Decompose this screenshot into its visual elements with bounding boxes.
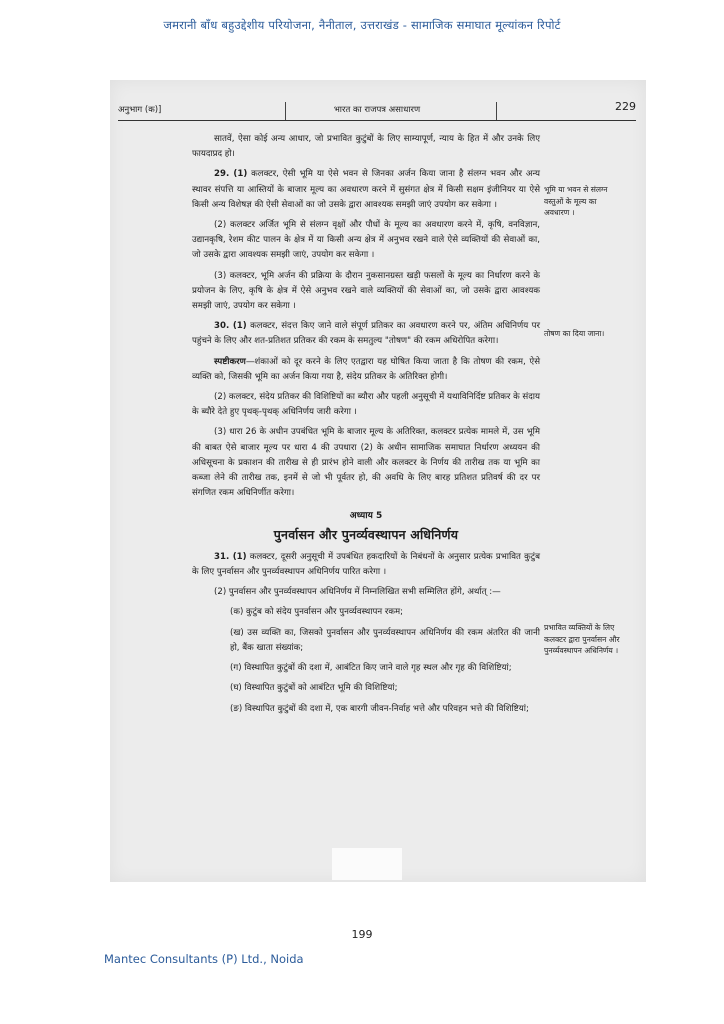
section-30-1: 30. (1) कलक्टर, संदत्त किए जाने वाले संपूर्ण प्रतिकर का अवधारण करने पर, अंतिम अधिनिर्णय पर पहुंचने के लिए और शत-प्रतिशत प्रतिकर की रकम के समतुल्य "तोषण" की रकम अधिरोपित करेगा। <box>192 321 540 347</box>
margin-note: तोषण का दिया जाना। <box>544 329 605 338</box>
gazette-page-number: 229 <box>615 100 636 113</box>
header-divider-left <box>285 102 286 120</box>
header-divider-right <box>496 102 497 120</box>
chapter-title: पुनर्वासन और पुनर्व्यवस्थापन अधिनिर्णय <box>273 526 459 542</box>
page-number: 199 <box>351 928 373 941</box>
section-30-3: (3) धारा 26 के अधीन उपबंधित भूमि के बाजार मूल्य के अतिरिक्त, कलक्टर प्रत्येक मामले में, उस भूमि की बाबत ऐसे बाजार मूल्य पर धारा 4 की उपधारा (2) के अधीन सामाजिक समाघात निर्धारण अध्ययन की अधिसूचना के प्रकाशन की तारीख से ही प्रारंभ होने वाली और कलक्टर के निर्णय की तारीख तक या भूमि का कब्जा लेने की तारीख तक, इनमें से जो भी पूर्वतर हो, की अवधि के लिए बारह प्रतिशत प्रतिवर्ष की दर पर संगणित रकम अधिनिर्णीत करेगा। <box>192 427 540 499</box>
blank-patch <box>332 848 402 880</box>
scanned-gazette-page <box>110 80 646 882</box>
section-31-2: (2) पुनर्वासन और पुनर्व्यवस्थापन अधिनिर्णय में निम्नलिखित सभी सम्मिलित होंगे, अर्थात् :— <box>214 587 501 598</box>
margin-note: प्रभावित व्यक्तियों के लिए कलक्टर द्वारा पुनर्वासन और पुनर्व्यवस्थापन अधिनिर्णय । <box>544 623 620 655</box>
header-rule <box>118 120 636 121</box>
section-29-2: (2) कलक्टर अर्जित भूमि से संलग्न वृक्षों और पौधों के मूल्य का अवधारण करने में, कृषि, वनविज्ञान, उद्यानकृषि, रेशम कीट पालन के क्षेत्र में या किसी अन्य क्षेत्र में अनुभव रखने वाले ऐसे व्यक्तियों की सेवाओं का, जो उसके द्वारा आवश्यक समझी जाएं, उपयोग कर सकेगा । <box>192 220 540 261</box>
list-item: (क) कुटुंब को संदेय पुनर्वासन और पुनर्व्यवस्थापन रकम; <box>230 607 404 618</box>
section-30-2: (2) कलक्टर, संदेय प्रतिकर की विशिष्टियों का ब्यौरा और पहली अनुसूची में यथाविनिर्दिष्ट प्रतिकर के संदाय के ब्यौरे देते हुए पृथक्-पृथक् अधिनिर्णय जारी करेगा । <box>192 392 540 418</box>
list-item: (घ) विस्थापित कुटुंबों को आबंटित भूमि की विशिष्टियां; <box>230 683 398 694</box>
list-item: (ङ) विस्थापित कुटुंबों की दशा में, एक बारगी जीवन-निर्वाह भत्ते और परिवहन भत्ते की विशिष्टियां; <box>230 703 529 714</box>
gazette-title: भारत का राजपत्र असाधारण <box>333 105 421 115</box>
gazette-section-label: अनुभाग (क)] <box>118 105 162 115</box>
list-item: (ख) उस व्यक्ति का, जिसको पुनर्वासन और पुनर्व्यवस्थापन अधिनिर्णय की रकम अंतरित की जानी हो, बैंक खाता संख्यांक; <box>230 627 540 653</box>
footer-company: Mantec Consultants (P) Ltd., Noida <box>104 952 304 966</box>
section-29-3: (3) कलक्टर, भूमि अर्जन की प्रक्रिया के दौरान नुकसानग्रस्त खड़ी फसलों के मूल्य का निर्धारण करने के प्रयोजन के लिए, कृषि के क्षेत्र में ऐसे अनुभव रखने वाले व्यक्तियों की सेवाओं का, जो उसके द्वारा आवश्यक समझी जाएं, उपयोग कर सकेगा । <box>192 270 540 312</box>
explanation-paragraph: स्पष्टीकरण—शंकाओं को दूर करने के लिए एतद्वारा यह घोषित किया जाता है कि तोषण की रकम, ऐसे व्यक्ति को, जिसकी भूमि का अर्जन किया गया है, संदेय प्रतिकर के अतिरिक्त होगी। <box>192 356 540 382</box>
chapter-number: अध्याय 5 <box>349 511 383 522</box>
section-29-1: 29. (1) कलक्टर, ऐसी भूमि या ऐसे भवन से जिनका अर्जन किया जाना है संलग्न भवन और अन्य स्थावर संपत्ति या आस्तियों के बाजार मूल्य का अवधारण करने में सुसंगत क्षेत्र में किसी सक्षम इंजीनियर या ऐसे किसी अन्य विशेषज्ञ की ऐसी सेवाओं का जो उसके द्वारा आवश्यक समझी जाएं उपयोग कर सकेगा । <box>192 169 540 210</box>
clause-paragraph: सातवें, ऐसा कोई अन्य आधार, जो प्रभावित कुटुंबों के लिए साम्यापूर्ण, न्याय के हित में और उनके लिए फायदाप्रद हो। <box>192 134 540 160</box>
section-31-1: 31. (1) कलक्टर, दूसरी अनुसूची में उपबंधित हकदारियों के निबंधनों के अनुसार प्रत्येक प्रभावित कुटुंब के लिए पुनर्वासन और पुनर्व्यवस्थापन अधिनिर्णय पारित करेगा । <box>192 551 540 578</box>
gazette-body <box>192 132 540 722</box>
list-item: (ग) विस्थापित कुटुंबों की दशा में, आबंटित किए जाने वाले गृह स्थल और गृह की विशिष्टियां; <box>230 663 512 674</box>
running-header: जमरानी बाँध बहुउद्देशीय परियोजना, नैनीताल, उत्तराखंड - सामाजिक समाघात मूल्यांकन रिपोर्ट <box>163 18 561 32</box>
margin-note: भूमि या भवन से संलग्न वस्तुओं के मूल्य का अवधारण । <box>544 185 608 217</box>
gazette-header <box>118 102 636 118</box>
